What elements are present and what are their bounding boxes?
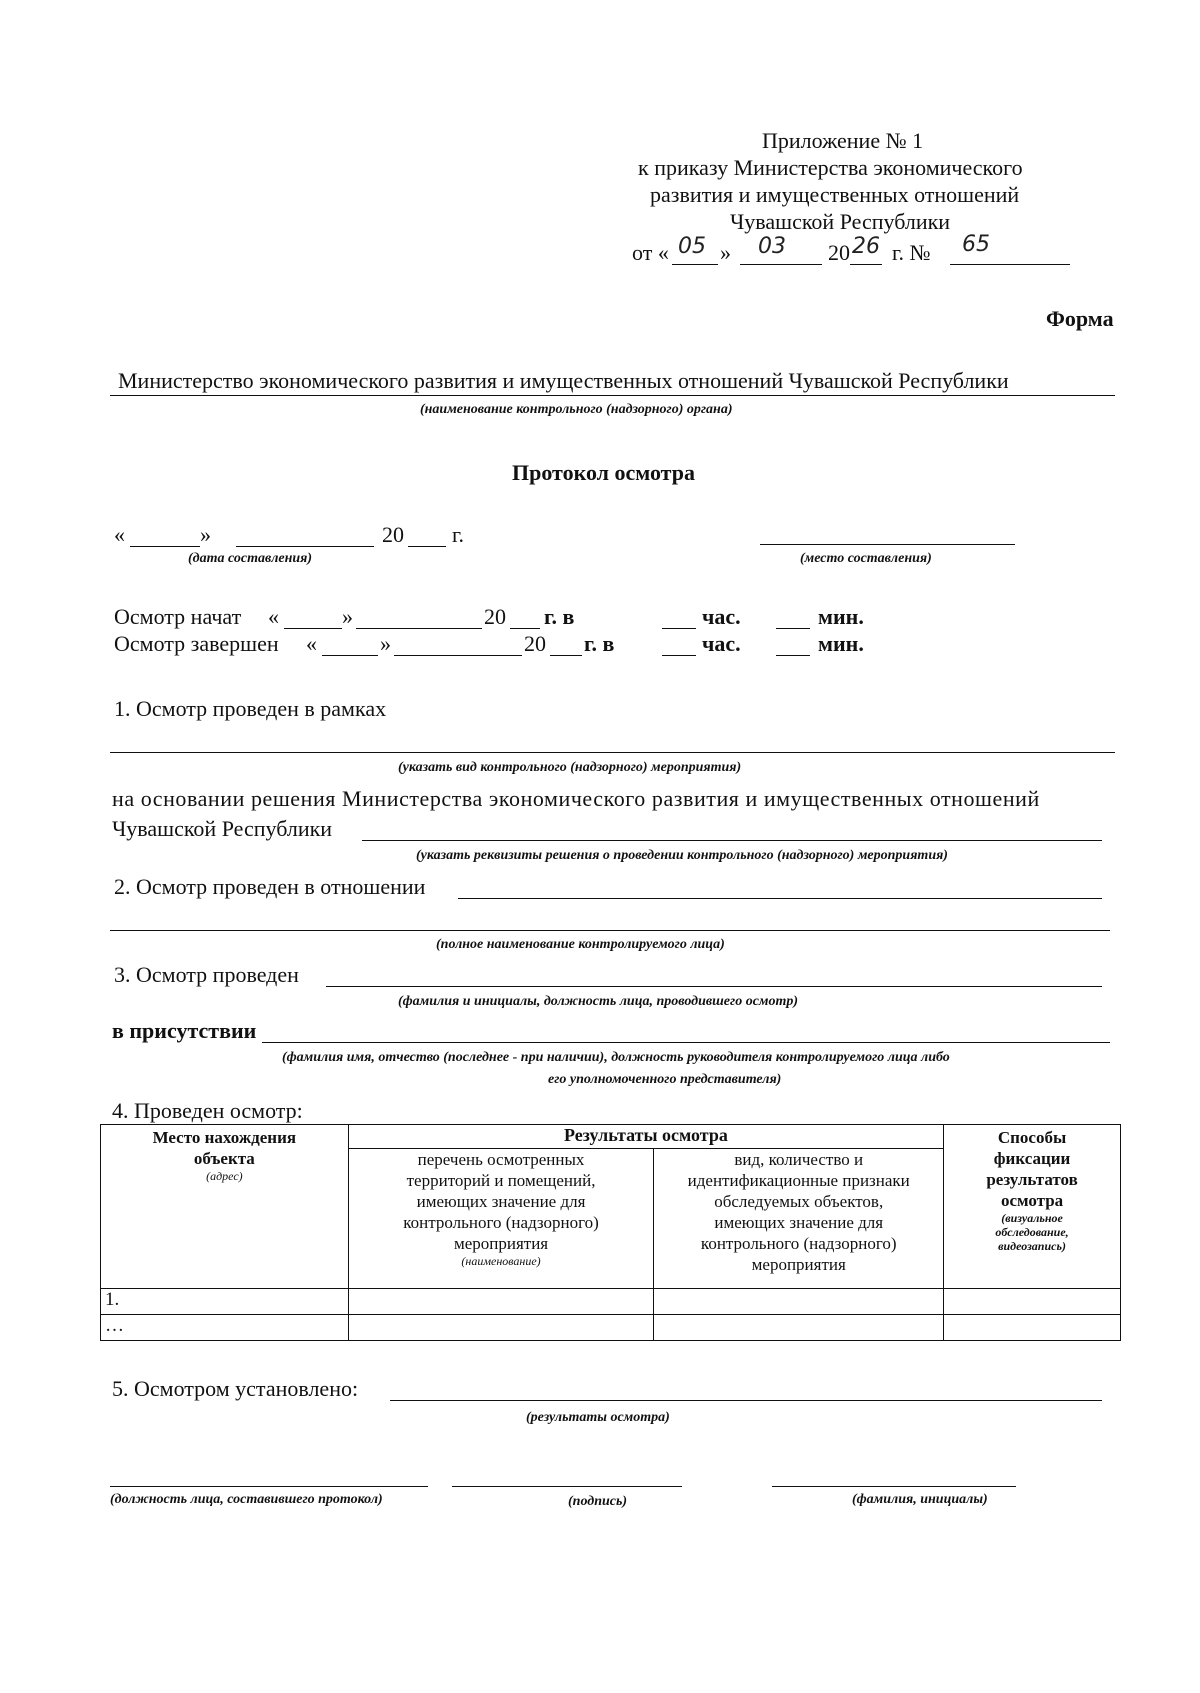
section1-label: 1. Осмотр проведен в рамках	[114, 696, 387, 721]
order-year: 26	[852, 234, 880, 259]
name-caption: (фамилия, инициалы)	[852, 1492, 988, 1507]
presence-caption-2: его уполномоченного представителя)	[548, 1072, 782, 1087]
finished-year-suffix: г. в	[584, 631, 615, 656]
table-cell[interactable]	[944, 1289, 1121, 1315]
section5-label: 5. Осмотром установлено:	[112, 1376, 359, 1401]
section2-label: 2. Осмотр проведен в отношении	[114, 874, 426, 899]
col-territories-header: перечень осмотренных территорий и помещений, имеющих значение для контрольного (надзорного) мероприятия (наименование)	[348, 1149, 654, 1289]
col-location-header: Место нахождения объекта (адрес)	[101, 1125, 349, 1289]
row-number: …	[101, 1315, 349, 1341]
date-year-suffix: г.	[452, 522, 465, 547]
section3-label: 3. Осмотр проведен	[114, 962, 299, 987]
section2-caption: (полное наименование контролируемого лица)	[436, 937, 725, 952]
quote-close: »	[720, 240, 731, 265]
col-objects-header: вид, количество и идентификационные признаки обследуемых объектов, имеющих значение для контрольного (надзорного) мероприятия	[654, 1149, 944, 1289]
finished-minutes: мин.	[818, 631, 864, 656]
inspection-results-table	[100, 1124, 1121, 1341]
position-caption: (должность лица, составившего протокол)	[110, 1492, 383, 1507]
table-row	[101, 1289, 1121, 1315]
date-year: 20	[382, 522, 404, 547]
order-day: 05	[678, 234, 706, 259]
finished-label: Осмотр завершен	[114, 631, 279, 656]
organ-name: Министерство экономического развития и имущественных отношений Чувашской Республики	[118, 368, 1009, 393]
table-cell[interactable]	[654, 1315, 944, 1341]
row-number: 1.	[101, 1289, 349, 1315]
order-number: 65	[962, 232, 990, 257]
started-minutes: мин.	[818, 604, 864, 629]
started-close-quote: »	[342, 604, 353, 629]
section5-caption: (результаты осмотра)	[526, 1410, 670, 1425]
appendix-number: Приложение № 1	[762, 128, 924, 153]
finished-open-quote: «	[306, 631, 317, 656]
table-cell[interactable]	[944, 1315, 1121, 1341]
section3-caption: (фамилия и инициалы, должность лица, проводившего осмотр)	[398, 994, 799, 1009]
results-group-header: Результаты осмотра	[348, 1125, 943, 1149]
order-reference: к приказу Министерства экономического	[638, 155, 1023, 180]
started-year: 20	[484, 604, 506, 629]
finished-hours: час.	[702, 631, 741, 656]
presence-caption-1: (фамилия имя, отчество (последнее - при наличии), должность руководителя контролируемого лица либо	[282, 1050, 950, 1065]
presence-label: в присутствии	[112, 1018, 257, 1043]
table-cell[interactable]	[348, 1315, 654, 1341]
section1-caption: (указать вид контрольного (надзорного) мероприятия)	[398, 760, 742, 775]
col-fixation-header: Способы фиксации результатов осмотра (визуальное обследование, видеозапись)	[944, 1125, 1121, 1289]
started-label: Осмотр начат	[114, 604, 242, 629]
year-prefix: 20	[828, 240, 850, 265]
started-hours: час.	[702, 604, 741, 629]
basis-line2: Чувашской Республики	[112, 816, 333, 841]
signature-caption: (подпись)	[568, 1494, 628, 1509]
started-year-suffix: г. в	[544, 604, 575, 629]
number-prefix: г. №	[892, 240, 931, 265]
organ-caption: (наименование контрольного (надзорного) органа)	[420, 402, 733, 417]
republic-line: Чувашской Республики	[730, 209, 951, 234]
finished-close-quote: »	[380, 631, 391, 656]
date-open-quote: «	[114, 522, 125, 547]
place-caption: (место составления)	[800, 551, 932, 566]
section4-label: 4. Проведен осмотр:	[112, 1098, 303, 1123]
date-close-quote: »	[200, 522, 211, 547]
table-row	[101, 1315, 1121, 1341]
ministry-line: развития и имущественных отношений	[650, 182, 1020, 207]
table-cell[interactable]	[654, 1289, 944, 1315]
basis-line1: на основании решения Министерства экономического развития и имущественных отношений	[112, 786, 1040, 811]
page-title: Протокол осмотра	[512, 460, 695, 485]
basis-caption: (указать реквизиты решения о проведении контрольного (надзорного) мероприятия)	[416, 848, 948, 863]
from-prefix: от «	[632, 240, 669, 265]
date-caption: (дата составления)	[188, 551, 313, 566]
table-cell[interactable]	[348, 1289, 654, 1315]
order-month: 03	[758, 234, 786, 259]
form-label: Форма	[1046, 306, 1114, 331]
started-open-quote: «	[268, 604, 279, 629]
finished-year: 20	[524, 631, 546, 656]
